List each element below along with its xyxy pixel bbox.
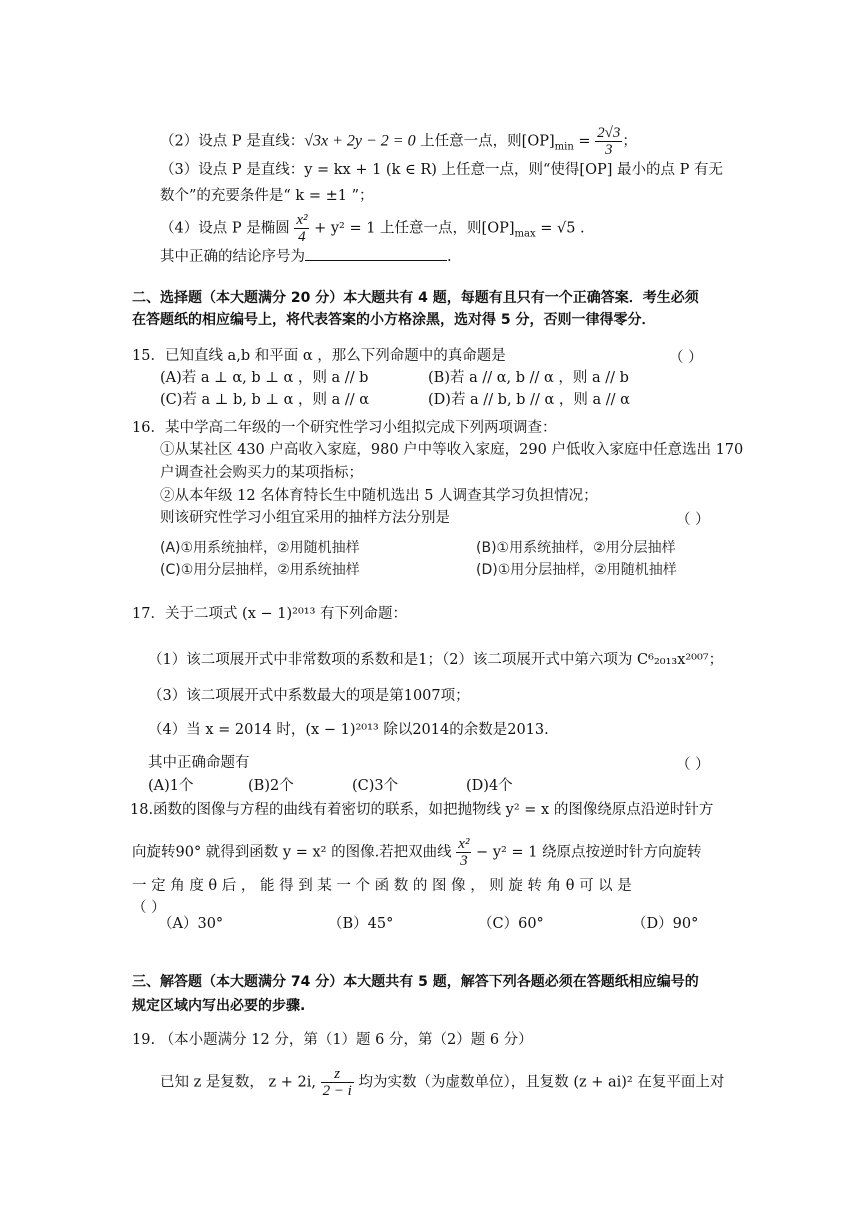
q19-fraction	[321, 1066, 354, 1099]
q16-stem: 16．某中学高二年级的一个研究性学习小组拟完成下列两项调查：	[132, 420, 557, 436]
item-2	[160, 125, 637, 158]
item-3-line-2: 数个”的充要条件是“ k = ±1 ”；	[160, 188, 374, 204]
conclusion-text: 其中正确的结论序号为	[160, 249, 305, 265]
item-2-eqsign: =	[573, 133, 596, 150]
q18-fraction	[456, 836, 471, 869]
q17-option-d[interactable]: (D)4个	[466, 778, 513, 794]
q18-line-2b: − y² = 1 绕原点按逆时针方向旋转	[471, 844, 702, 861]
section-2-heading-line-2: 在答题纸的相应编号上，将代表答案的小方格涂黑，选对得 5 分，否则一律得零分．	[132, 312, 656, 328]
q18-line-2a: 向旋转90° 就得到函数 y = x² 的图像.若把双曲线	[132, 844, 457, 861]
item-4-denominator: 4	[298, 229, 306, 245]
item-2-denominator: 3	[605, 142, 613, 158]
q18-denominator: 3	[460, 853, 468, 869]
section-2-heading-line-1: 二、选择题（本大题满分 20 分）本大题共有 4 题，每题有且只有一个正确答案．考生必须	[132, 290, 699, 306]
conclusion-line	[160, 246, 452, 267]
q19-line-1a: 已知 z 是复数， z + 2i,	[160, 1074, 321, 1091]
q17-answer-paren[interactable]: （ ）	[676, 757, 710, 773]
q15-answer-paren[interactable]: （ ）	[669, 350, 703, 366]
item-2-numerator: 2√3	[597, 125, 621, 141]
q16-answer-paren[interactable]: （ ）	[676, 512, 710, 528]
section-3-heading-line-2: 规定区域内写出必要的步骤.	[132, 998, 306, 1014]
q18-line-2	[132, 836, 702, 869]
q18-line-1: 18.函数的图像与方程的曲线有着密切的联系，如把抛物线 y² = x 的图像绕原点沿逆时针方	[130, 802, 714, 818]
q16-option-b[interactable]: (B)①用系统抽样，②用分层抽样	[476, 540, 676, 556]
q17-option-b[interactable]: (B)2个	[248, 778, 294, 794]
q15-stem: 15．已知直线 a,b 和平面 α ，那么下列命题中的真命题是	[132, 348, 506, 364]
q18-option-b[interactable]: （B）45°	[328, 916, 394, 932]
item-3-line-1: （3）设点 P 是直线：y = kx + 1 (k ∈ R) 上任意一点，则“使得[OP] 最小的点 P 有无	[160, 162, 723, 178]
q15-option-b[interactable]: (B)若 a // α, b // α ，则 a // b	[428, 370, 629, 386]
q19-line-1	[160, 1066, 724, 1099]
q19-heading: 19. （本小题满分 12 分，第（1）题 6 分，第（2）题 6 分）	[132, 1032, 533, 1048]
item-4-numerator: x²	[296, 212, 308, 228]
q17-statement-1-2: （1）该二项展开式中非常数项的系数和是1；（2）该二项展开式中第六项为 C⁶₂₀₁₃x²⁰⁰⁷；	[148, 652, 724, 668]
q17-statement-3: （3）该二项展开式中系数最大的项是第1007项；	[148, 688, 470, 704]
q16-option-a[interactable]: (A)①用系统抽样，②用随机抽样	[160, 540, 360, 556]
q17-option-a[interactable]: (A)1个	[148, 778, 194, 794]
q17-ask: 其中正确命题有	[148, 755, 250, 771]
q18-answer-paren[interactable]: （ ）	[132, 900, 166, 916]
q15-option-a[interactable]: (A)若 a ⊥ α, b ⊥ α ，则 a // b	[160, 370, 369, 386]
item-2-equation: √3x + 2y − 2 = 0	[304, 132, 416, 150]
q17-statement-4: （4）当 x = 2014 时，(x − 1)²⁰¹³ 除以2014的余数是2013.	[148, 722, 549, 738]
q16-option-c[interactable]: (C)①用分层抽样，②用系统抽样	[160, 562, 360, 578]
item-2-prefix: （2）设点 P 是直线：	[160, 133, 305, 150]
conclusion-end: .	[447, 249, 452, 265]
q18-option-d[interactable]: （D）90°	[632, 916, 699, 932]
item-4	[160, 212, 585, 245]
q18-option-c[interactable]: （C）60°	[478, 916, 544, 932]
q15-option-d[interactable]: (D)若 a // b, b // α ，则 a // α	[428, 392, 630, 408]
q16-item-1-line-1: ①从某社区 430 户高收入家庭，980 户中等收入家庭，290 户低收入家庭中任意选出 170	[160, 442, 744, 458]
q16-option-d[interactable]: (D)①用分层抽样，②用随机抽样	[476, 562, 677, 578]
section-3-heading-line-1: 三、解答题（本大题满分 74 分）本大题共有 5 题，解答下列各题必须在答题纸相应编号的	[132, 974, 699, 990]
q19-denominator: 2 − i	[322, 1083, 352, 1099]
q15-option-c[interactable]: (C)若 a ⊥ b, b ⊥ α ，则 a // α	[160, 392, 370, 408]
item-2-end: ；	[622, 133, 637, 150]
item-4-end: = √5 .	[535, 220, 585, 237]
q16-item-1-line-2: 户调查社会购买力的某项指标；	[160, 465, 363, 481]
answer-blank[interactable]	[305, 246, 447, 261]
item-2-sub: min	[554, 141, 574, 153]
item-4-fraction	[294, 212, 309, 245]
item-4-sub: max	[514, 228, 536, 240]
q16-item-2: ②从本年级 12 名体育特长生中随机选出 5 人调查其学习负担情况；	[160, 488, 598, 504]
q19-line-1b: 均为实数（为虚数单位），且复数 (z + ai)² 在复平面上对	[353, 1074, 725, 1091]
q16-ask: 则该研究性学习小组宜采用的抽样方法分别是	[160, 510, 450, 526]
q19-numerator: z	[321, 1066, 354, 1083]
q17-stem: 17．关于二项式 (x − 1)²⁰¹³ 有下列命题：	[132, 606, 408, 622]
item-4-prefix: （4）设点 P 是椭圆	[160, 220, 295, 237]
q17-option-c[interactable]: (C)3个	[352, 778, 399, 794]
item-2-mid: 上任意一点，则[OP]	[415, 133, 555, 150]
q18-numerator: x²	[458, 836, 470, 852]
q18-line-3: 一 定 角 度 θ 后 ， 能 得 到 某 一 个 函 数 的 图 像 ， 则 旋 转 角 θ 可 以 是	[132, 878, 632, 894]
item-4-mid: + y² = 1 上任意一点，则[OP]	[309, 220, 515, 237]
item-2-fraction	[595, 125, 622, 158]
q18-option-a[interactable]: （A）30°	[158, 916, 224, 932]
